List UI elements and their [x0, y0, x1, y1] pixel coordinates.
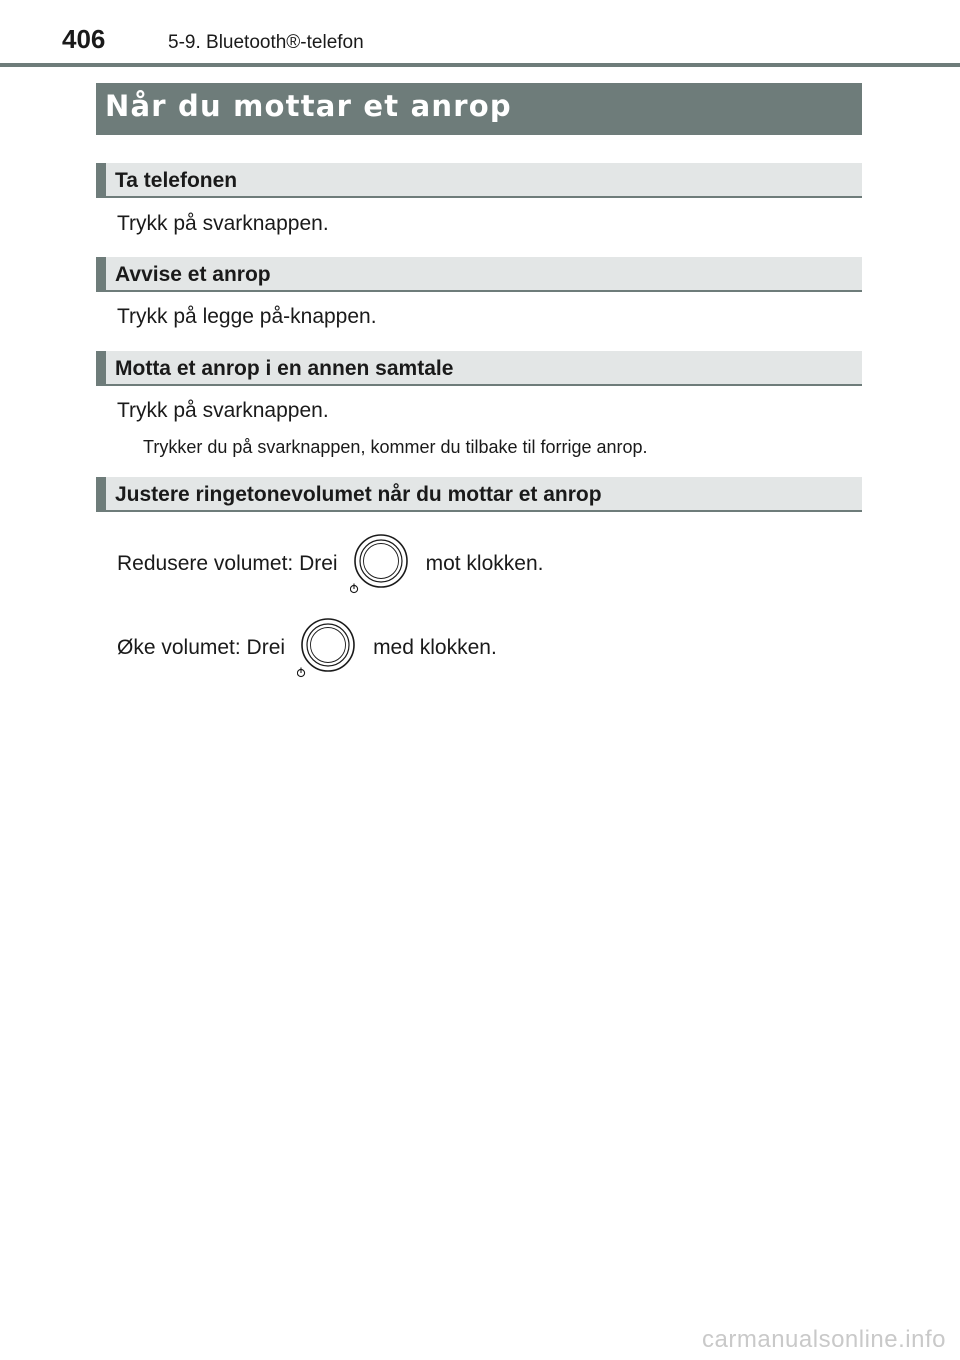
page-header [0, 0, 960, 68]
instruction-text: Øke volumet: Drei [117, 636, 286, 659]
instruction-text: med klokken. [373, 636, 497, 659]
instruction-answer: Trykk på svarknappen. [117, 212, 329, 235]
section-heading-call-waiting [96, 351, 862, 386]
volume-knob-icon [297, 616, 359, 680]
section-heading-label: Ta telefonen [115, 169, 238, 192]
main-title: Når du mottar et anrop [105, 89, 512, 123]
instruction-increase-volume [117, 616, 497, 680]
section-heading-reject [96, 257, 862, 292]
instruction-decrease-volume [117, 532, 543, 596]
section-heading-label: Justere ringetonevolumet når du mottar et anrop [115, 483, 602, 506]
page-number: 406 [62, 24, 106, 54]
instruction-text: Redusere volumet: Drei [117, 552, 338, 575]
section-heading-label: Avvise et anrop [115, 263, 271, 286]
instruction-text: mot klokken. [425, 552, 544, 575]
section-heading-label: Motta et anrop i en annen samtale [115, 357, 454, 380]
section-heading-answer [96, 163, 862, 198]
watermark: carmanualsonline.info [702, 1326, 946, 1353]
main-title-banner [96, 83, 862, 135]
instruction-reject: Trykk på legge på-knappen. [117, 305, 377, 328]
section-heading-ringtone-volume [96, 477, 862, 512]
note-call-waiting: Trykker du på svarknappen, kommer du tilbake til forrige anrop. [143, 437, 648, 457]
volume-knob-icon [350, 532, 412, 596]
chapter-title: 5-9. Bluetooth®-telefon [168, 32, 364, 53]
header-divider [0, 63, 960, 67]
instruction-call-waiting: Trykk på svarknappen. [117, 399, 329, 422]
